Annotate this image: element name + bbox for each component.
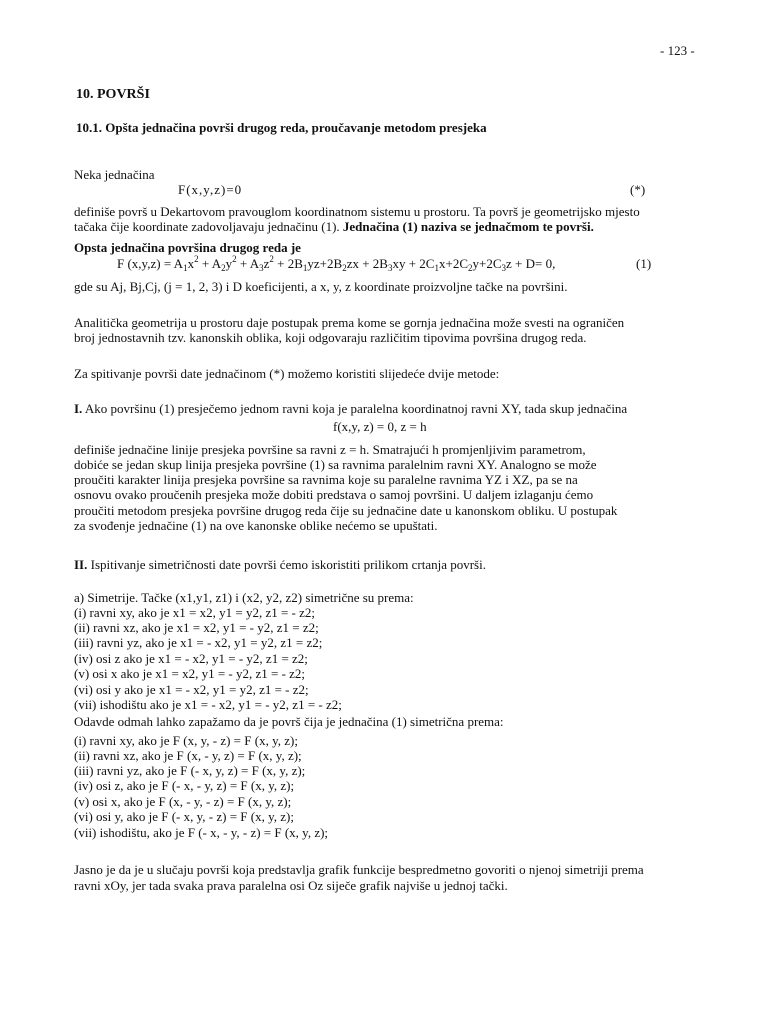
symmetry-surface-item: (ii) ravni xz, ako je F (x, - y, z) = F (x, y, z); <box>74 748 302 763</box>
method-1-label: I. <box>74 401 83 416</box>
method-2-line <box>74 557 486 573</box>
symmetry-point-item: (v) osi x ako je x1 = x2, y1 = - y2, z1 = - z2; <box>74 666 306 681</box>
general-equation-label: (1) <box>636 256 652 271</box>
symmetry-surface-item: (i) ravni xy, ako je F (x, y, - z) = F (x, y, z); <box>74 733 298 748</box>
paragraph-2-line-2: broj jednostavnih tzv. kanonskih oblika, koji odgovaraju različitim tipovima površina drugog reda. <box>74 330 587 345</box>
symmetry-point-item: (iv) osi z ako je x1 = - x2, y1 = - y2, z1 = z2; <box>74 651 308 666</box>
equation-star: F(x,y,z)=0 <box>178 182 243 197</box>
method-1-paragraph-line-1: definiše jednačine linije presjeka površine sa ravni z = h. Smatrajući h promjenljivim parametrom, <box>74 442 586 457</box>
method-1-paragraph-line-6: za svođenje jednačine (1) na ove kanonske oblike nećemo se upuštati. <box>74 518 438 533</box>
method-1-text: Ako površinu (1) presječemo jednom ravni koja je paralelna koordinatnoj ravni XY, tada skup jednačina <box>82 401 628 416</box>
method-1-line <box>74 401 627 417</box>
symmetry-surface-item: (vii) ishodištu, ako je F (- x, - y, - z) = F (x, y, z); <box>74 825 329 840</box>
method-1-equation: f(x,y, z) = 0, z = h <box>333 419 427 434</box>
paragraph-2-line-1: Analitička geometrija u prostoru daje postupak prema kome se gornja jednačina može svesti na ograničen <box>74 315 625 330</box>
method-1-paragraph-line-2: dobiće se jedan skup linija presjeka površine (1) sa ravnima paralelnim ravni XY. Analogno se može <box>74 457 597 472</box>
method-1-paragraph-line-5: proučiti metodom presjeka površine drugog reda čije su jednačine date u kanonskom obliku. U postupak <box>74 503 618 518</box>
symmetry-intro: a) Simetrije. Tačke (x1,y1, z1) i (x2, y2, z2) simetrične su prema: <box>74 590 414 605</box>
paragraph-3: Za spitivanje površi date jednačinom (*) možemo koristiti slijedeće dvije metode: <box>74 366 500 381</box>
coefficients-line: gde su Aj, Bj,Cj, (j = 1, 2, 3) i D koeficijenti, a x, y, z koordinate proizvoljne tačke na površini. <box>74 279 568 294</box>
method-2-label: II. <box>74 557 88 572</box>
paragraph-1-emphasis: Jednačina (1) naziva se jednačmom te površi. <box>342 219 594 234</box>
equation-star-label: (*) <box>630 182 646 197</box>
intro-lead: Neka jednačina <box>74 167 155 182</box>
symmetry-surface-item: (iii) ravni yz, ako je F (- x, y, z) = F (x, y, z); <box>74 763 306 778</box>
closing-line-2: ravni xOy, jer tada svaka prava paralelna osi Oz siječe grafik najviše u jednoj tački. <box>74 878 508 893</box>
method-2-text: Ispitivanje simetričnosti date površi ćemo iskoristiti prilikom crtanja površi. <box>87 557 486 572</box>
method-1-paragraph-line-4: osnovu ovako proučenih presjeka može dobiti predstava o samoj površini. U daljem izlaganju ćemo <box>74 487 594 502</box>
closing-line-1: Jasno je da je u slučaju površi koja predstavlja grafik funkcije bespredmetno govoriti o njenoj simetriji prema <box>74 862 644 877</box>
section-title: 10.1. Opšta jednačina površi drugog reda, proučavanje metodom presjeka <box>76 120 487 135</box>
symmetry-point-item: (vi) osi y ako je x1 = - x2, y1 = y2, z1 = - z2; <box>74 682 309 697</box>
general-equation-title: Opsta jednačina površina drugog reda je <box>74 240 301 255</box>
symmetry-surface-item: (iv) osi z, ako je F (- x, - y, z) = F (x, y, z); <box>74 778 295 793</box>
symmetry-surface-item: (v) osi x, ako je F (x, - y, - z) = F (x, y, z); <box>74 794 292 809</box>
paragraph-1-text: tačaka čije koordinate zadovoljavaju jednačinu (1). <box>74 219 343 234</box>
paragraph-1-line-2 <box>74 219 594 235</box>
page-number: - 123 - <box>660 43 695 58</box>
general-equation: F $(x,y,z) = A_1x^2 + A_2y^2 + A_3z^2 + 2B_1yz+2B_2zx + 2B_3xy + 2C_1x+2C_2y+2C_3z + D= 0$, <box>117 254 556 273</box>
symmetry-point-item: (iii) ravni yz, ako je x1 = - x2, y1 = y2, z1 = z2; <box>74 635 323 650</box>
paragraph-1-line-1: definiše površ u Dekartovom pravouglom koordinatnom sistemu u prostoru. Ta površ je geometrijsko mjesto <box>74 204 640 219</box>
chapter-title: 10. POVRŠI <box>76 87 150 102</box>
symmetry-point-item: (i) ravni xy, ako je x1 = x2, y1 = y2, z1 = - z2; <box>74 605 316 620</box>
symmetry-point-item: (vii) ishodištu ako je x1 = - x2, y1 = - y2, z1 = - z2; <box>74 697 342 712</box>
symmetry-point-item: (ii) ravni xz, ako je x1 = x2, y1 = - y2, z1 = z2; <box>74 620 319 635</box>
symmetry-bridge: Odavde odmah lahko zapažamo da je površ čija je jednačina (1) simetrična prema: <box>74 714 504 729</box>
method-1-paragraph-line-3: proučiti karakter linija presjeka površine sa ravnima koje su paralelne ravnima YZ i XZ, pa se na <box>74 472 578 487</box>
symmetry-surface-item: (vi) osi y, ako je F (- x, y, - z) = F (x, y, z); <box>74 809 294 824</box>
